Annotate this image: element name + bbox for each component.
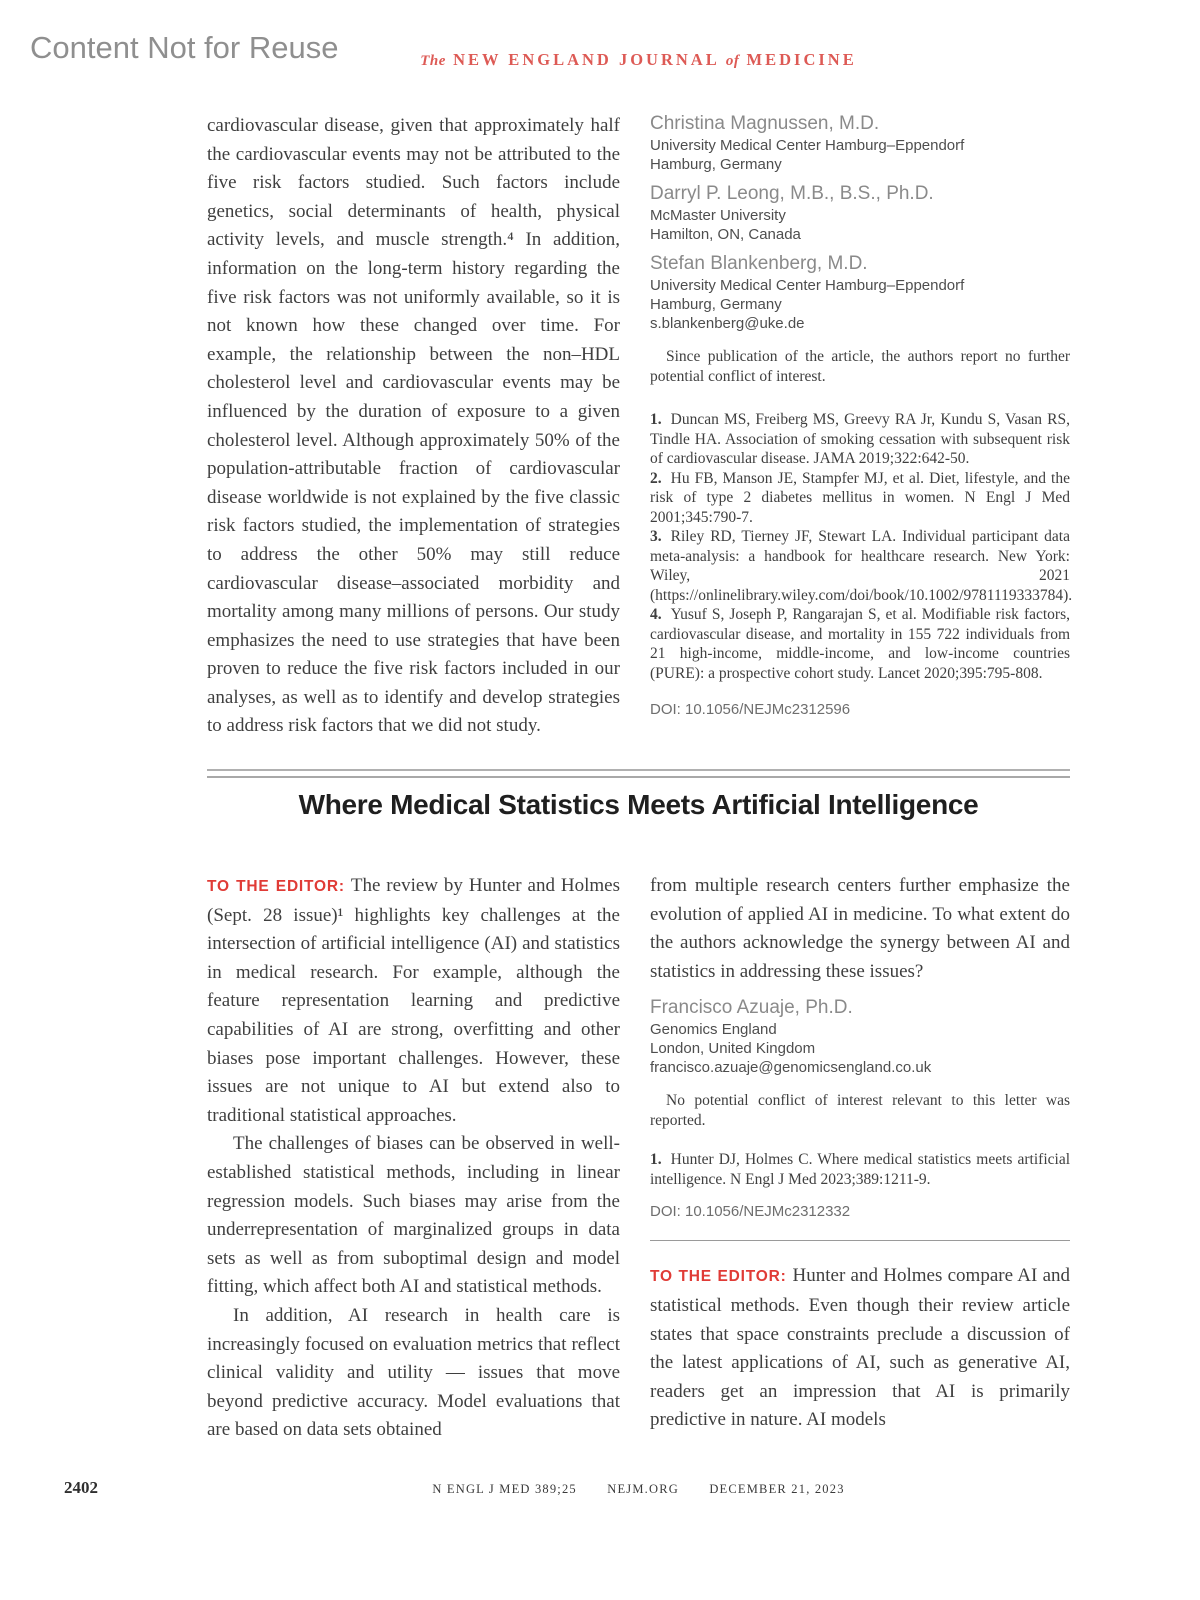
reference-text: Hu FB, Manson JE, Stampfer MJ, et al. Diet, lifestyle, and the risk of type 2 diabetes mellitus in women. N Engl J Med 2001;345:790-7. xyxy=(650,469,1070,526)
author-email: francisco.azuaje@genomicsengland.co.uk xyxy=(650,1059,932,1077)
article2-title: Where Medical Statistics Meets Artificial Intelligence xyxy=(298,789,979,820)
author-affiliation: London, United Kingdom xyxy=(650,1040,816,1058)
footer-journal-line xyxy=(207,1482,1070,1497)
doi-line: DOI: 10.1056/NEJMc2312332 xyxy=(650,1203,851,1221)
reference-number: 3. xyxy=(650,528,662,545)
reference-number: 2. xyxy=(650,469,662,487)
reference-item xyxy=(650,1150,1070,1189)
reference-item xyxy=(650,410,1070,469)
letter1-paragraph-1-text: The review by Hunter and Holmes (Sept. 28 issue)¹ highlights key challenges at the intersection of artificial intelligence (AI) and statistics in medical research. For example, although the feature representation learning and predictive capabilities of AI are strong, overfitting and other biases pose important challenges. However, these issues are not unique to AI but extend also to traditional statistical approaches. xyxy=(207,875,620,1126)
article2-right-column xyxy=(650,872,1070,1445)
masthead-new-england-journal: NEW ENGLAND JOURNAL xyxy=(453,50,719,69)
footer-website: NEJM.ORG xyxy=(607,1482,679,1496)
letter-divider-rule xyxy=(650,1240,1070,1241)
author-affiliation: Hamburg, Germany xyxy=(650,156,782,173)
author-affiliation: McMaster University xyxy=(650,207,786,224)
letter1-paragraph-4: from multiple research centers further emphasize the evolution of applied AI in medicine. To what extent do the authors acknowledge the synergy between AI and statistics in addressing these issues? xyxy=(650,875,1070,982)
to-the-editor-label: TO THE EDITOR: xyxy=(207,878,345,895)
author-affiliation: University Medical Center Hamburg–Eppendorf xyxy=(650,277,965,294)
to-the-editor-label: TO THE EDITOR: xyxy=(650,1268,787,1286)
reference-item xyxy=(650,527,1073,605)
author-name: Christina Magnussen, M.D. xyxy=(650,113,880,134)
author-affiliation: Hamilton, ON, Canada xyxy=(650,226,801,243)
reference-text: Yusuf S, Joseph P, Rangarajan S, et al. Modifiable risk factors, cardiovascular disease, and mortality in 155 722 individuals from 21 high-income, middle-income, and low-income countries (PURE): a prospective cohort study. Lancet 2020;395:795-808. xyxy=(650,606,1070,682)
article1-body-paragraph: cardiovascular disease, given that approximately half the cardiovascular events may not be attributed to the five risk factors studied. Such factors include genetics, social determinants of health, physical activity levels, and muscle strength.⁴ In addition, information on the long-term history regarding the five risk factors was not uniformly available, so it is not known how these changed over time. For example, the relationship between the non–HDL cholesterol level and cardiovascular events may be influenced by the duration of exposure to a given cholesterol level. Although approximately 50% of the population-attributable fraction of cardiovascular disease worldwide is not explained by the five classic risk factors studied, the implementation of strategies to address the other 50% may still reduce cardiovascular disease–associated morbidity and mortality among many millions of persons. Our study emphasizes the need to use strategies that have been proven to reduce the five risk factors included in our analyses, as well as to identify and develop strategies to address risk factors that we did not study. xyxy=(207,115,620,737)
reference-text: Riley RD, Tierney JF, Stewart LA. Individual participant data meta-analysis: a handbook for healthcare research. New York: Wiley, 2021 (https://onlinelibrary.wiley.com/doi/book/10.1002/9781119333784). xyxy=(650,528,1073,604)
author-affiliation: University Medical Center Hamburg–Eppendorf xyxy=(650,137,965,154)
reference-text: Hunter DJ, Holmes C. Where medical statistics meets artificial intelligence. N Engl J Med 2023;389:1211-9. xyxy=(650,1151,1070,1188)
masthead-of: of xyxy=(725,53,740,69)
reference-text: Duncan MS, Freiberg MS, Greevy RA Jr, Kundu S, Vasan RS, Tindle HA. Association of smoking cessation with subsequent risk of cardiovascular disease. JAMA 2019;322:642-50. xyxy=(650,411,1070,467)
author-name: Francisco Azuaje, Ph.D. xyxy=(650,997,853,1019)
masthead-medicine: MEDICINE xyxy=(746,50,857,69)
author-email: s.blankenberg@uke.de xyxy=(650,315,805,332)
content-not-for-reuse-watermark: Content Not for Reuse xyxy=(30,30,339,65)
article1-left-column xyxy=(207,112,620,741)
author-affiliation: Hamburg, Germany xyxy=(650,296,782,313)
conflict-of-interest-note: No potential conflict of interest relevant to this letter was reported. xyxy=(650,1092,1070,1129)
reference-item xyxy=(650,605,1070,683)
reference-list xyxy=(650,1150,1070,1189)
doi-line: DOI: 10.1056/NEJMc2312596 xyxy=(650,701,851,718)
reference-item xyxy=(650,469,1070,528)
journal-masthead xyxy=(207,50,1070,70)
letter1-paragraph-1 xyxy=(207,872,620,1130)
author-block xyxy=(650,182,1070,244)
reference-number: 1. xyxy=(650,1151,662,1169)
author-name: Darryl P. Leong, M.B., B.S., Ph.D. xyxy=(650,183,934,204)
author-block xyxy=(650,112,1070,174)
reference-number: 4. xyxy=(650,606,662,623)
footer-journal-citation: N ENGL J MED 389;25 xyxy=(432,1482,577,1496)
letter1-paragraph-3: In addition, AI research in health care is increasingly focused on evaluation metrics that reflect clinical validity and utility — issues that move beyond predictive accuracy. Model evaluations that are based on data sets obtained xyxy=(207,1304,620,1441)
article2-section xyxy=(207,872,1070,1445)
conflict-of-interest-note: Since publication of the article, the authors report no further potential conflict of interest. xyxy=(650,348,1070,385)
letter1-paragraph-2: The challenges of biases can be observed in well-established statistical methods, including in linear regression models. Such biases may arise from the underrepresentation of marginalized groups in data sets as well as from suboptimal design and model fitting, which affect both AI and statistical methods. xyxy=(207,1133,620,1298)
author-name: Stefan Blankenberg, M.D. xyxy=(650,253,868,274)
article1-section xyxy=(207,112,1073,741)
article1-right-column xyxy=(650,112,1073,741)
author-block xyxy=(650,996,1070,1077)
reference-number: 1. xyxy=(650,411,662,428)
reference-list xyxy=(650,410,1073,683)
letter2-paragraph-1 xyxy=(650,1262,1070,1435)
footer-date: DECEMBER 21, 2023 xyxy=(709,1482,845,1496)
author-affiliation: Genomics England xyxy=(650,1021,777,1039)
masthead-the: The xyxy=(420,53,446,69)
author-block xyxy=(650,252,1070,333)
article2-left-column xyxy=(207,872,620,1445)
page-number: 2402 xyxy=(64,1478,98,1497)
section-divider-rule xyxy=(207,769,1070,778)
letter2-paragraph-1-text: Hunter and Holmes compare AI and statistical methods. Even though their review article states that space constraints preclude a discussion of the latest applications of AI, such as generative AI, readers get an impression that AI is primarily predictive in nature. AI models xyxy=(650,1265,1070,1431)
